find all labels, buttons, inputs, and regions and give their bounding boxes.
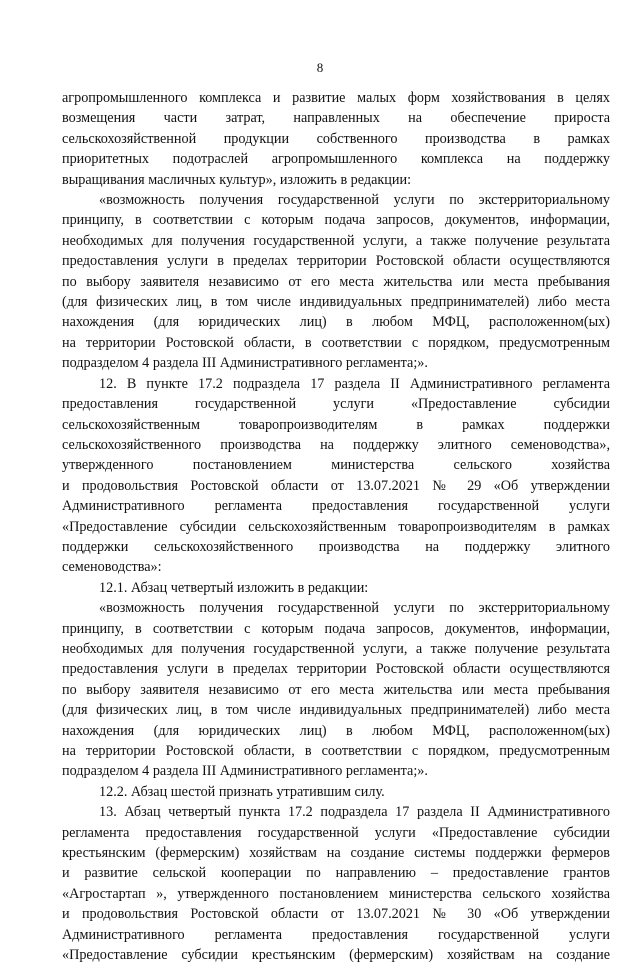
paragraph-item-12-2 — [62, 782, 610, 802]
text-line: регламента предоставления государственной услуги «Предоставление субсидии — [62, 824, 610, 841]
paragraph-item-12 — [62, 374, 610, 578]
text-line: по выбору заявителя независимо от его места жительства или места пребывания — [62, 681, 610, 698]
text-line: 13. Абзац четвертый пункта 17.2 подраздела 17 раздела II Административного — [99, 804, 610, 821]
text-line: сельскохозяйственной продукции собственного производства в рамках — [62, 130, 610, 147]
text-line: необходимых для получения государственной услуги, а также получение результата — [62, 640, 610, 657]
text-line: 12.2. Абзац шестой признать утратившим силу. — [99, 783, 385, 800]
text-line: «возможность получения государственной услуги по экстерриториальному — [99, 192, 610, 209]
text-line: крестьянским (фермерским) хозяйствам на создание системы поддержки фермеров — [62, 845, 610, 862]
paragraph-item-12-1 — [62, 578, 610, 598]
text-line: предоставления государственной услуги «Предоставление субсидии — [62, 396, 610, 413]
text-line: (для физических лиц, в том числе индивидуальных предпринимателей) либо места — [62, 702, 610, 719]
text-line: и продовольствия Ростовской области от 13.07.2021 № 30 «Об утверждении — [62, 906, 610, 923]
text-line: предоставления услуги в пределах территории Ростовской области осуществляются — [62, 253, 610, 270]
text-line: «возможность получения государственной услуги по экстерриториальному — [99, 600, 610, 617]
text-line: выращивания масличных культур», изложить в редакции: — [62, 171, 412, 188]
text-line: и развитие сельской кооперации по направлению – предоставление грантов — [62, 865, 610, 882]
text-line: сельскохозяйственного производства на поддержку элитного семеноводства», — [62, 436, 610, 453]
text-line: «Предоставление субсидии крестьянским (фермерским) хозяйствам на создание — [62, 947, 610, 964]
page-number: 8 — [316, 60, 324, 75]
text-line: Административного регламента предоставления государственной услуги — [62, 498, 610, 515]
text-line: «Предоставление субсидии сельскохозяйственным товаропроизводителям в рамках — [62, 518, 610, 535]
text-line: необходимых для получения государственной услуги, а также получение результата — [62, 232, 610, 249]
text-line: на территории Ростовской области, в соответствии с порядком, предусмотренным — [62, 334, 610, 351]
text-line: Административного регламента предоставления государственной услуги — [62, 926, 610, 943]
text-line: «Агростартап », утвержденного постановлением министерства сельского хозяйства — [62, 885, 610, 902]
text-line: поддержки сельскохозяйственного производства на поддержку элитного — [62, 538, 610, 555]
paragraph-quote-2 — [62, 598, 610, 782]
text-line: возмещения части затрат, направленных на обеспечение прироста — [62, 110, 610, 127]
text-line: на территории Ростовской области, в соответствии с порядком, предусмотренным — [62, 743, 610, 759]
text-line: нахождения (для юридических лиц) в любом МФЦ, расположенном(ых) — [62, 722, 610, 739]
text-line: 12.1. Абзац четвертый изложить в редакции: — [99, 579, 369, 596]
paragraph-intro-tail — [62, 88, 610, 190]
text-line: предоставления услуги в пределах территории Ростовской области осуществляются — [62, 661, 610, 678]
text-line: и продовольствия Ростовской области от 13.07.2021 № 29 «Об утверждении — [62, 477, 610, 494]
text-line: (для физических лиц, в том числе индивидуальных предпринимателей) либо места — [62, 294, 610, 311]
text-line: сельскохозяйственным товаропроизводителям в рамках поддержки — [62, 416, 610, 433]
text-line: принципу, в соответствии с которым подача запросов, документов, информации, — [62, 620, 610, 637]
text-line: агропромышленного комплекса и развитие малых форм хозяйствования в целях — [62, 90, 610, 106]
text-line: подразделом 4 раздела III Административного регламента;». — [62, 355, 428, 372]
text-line: нахождения (для юридических лиц) в любом МФЦ, расположенном(ых) — [62, 314, 610, 331]
text-line: подразделом 4 раздела III Административного регламента;». — [62, 763, 428, 780]
text-line: приоритетных подотраслей агропромышленного комплекса на поддержку — [62, 151, 610, 168]
paragraph-quote-1 — [62, 190, 610, 374]
text-line: утвержденного постановлением министерства сельского хозяйства — [62, 457, 610, 474]
text-line: по выбору заявителя независимо от его места жительства или места пребывания — [62, 273, 610, 290]
text-line: 12. В пункте 17.2 подраздела 17 раздела II Административного регламента — [99, 375, 610, 392]
text-line: семеноводства»: — [62, 559, 162, 576]
paragraph-item-13 — [62, 802, 610, 965]
text-line: принципу, в соответствии с которым подача запросов, документов, информации, — [62, 212, 610, 229]
document-body — [62, 88, 610, 965]
